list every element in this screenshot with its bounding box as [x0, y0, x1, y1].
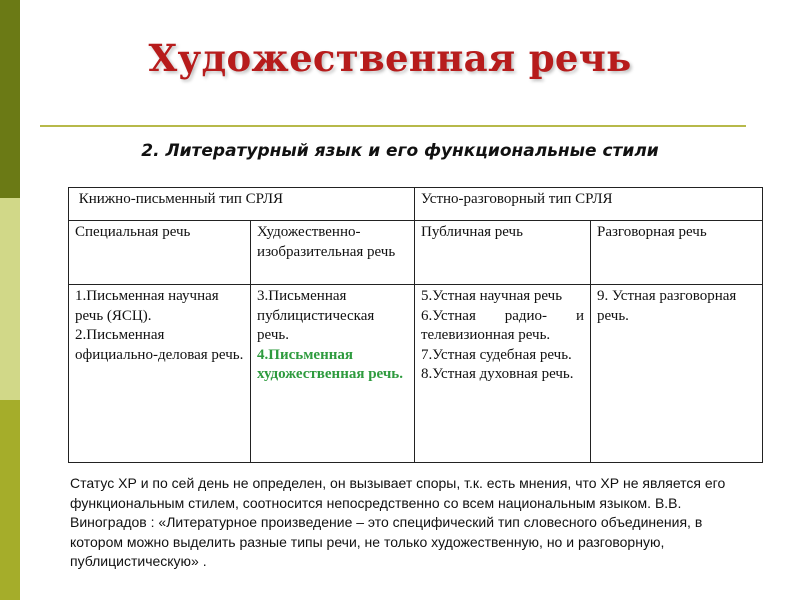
header-colloquial-speech: Разговорная речь: [590, 221, 762, 285]
header-artistic-speech: Художественно-изобразительная речь: [251, 221, 415, 285]
list-item: 2.Письменная официально-деловая речь.: [75, 327, 244, 363]
cell-artistic-items: [251, 285, 415, 463]
decorative-side-bar: [0, 0, 20, 600]
list-item: 8.Устная духовная речь.: [420, 366, 574, 382]
side-bar-segment-dark: [0, 0, 20, 198]
cell-public-items: [414, 285, 590, 463]
type-oral-colloquial: Устно-разговорный тип СРЛЯ: [414, 188, 762, 221]
functional-styles-table: [68, 187, 763, 463]
title-divider: [40, 125, 746, 127]
status-note: Статус ХР и по сей день не определен, он вызывает споры, т.к. есть мнения, что ХР не является его функциональным стилем, соотносится непосредственно со всем национальным языком. В.В. Виноградов : «Литературное произведение – это специфический тип словесного объединения, в котором можно выделить разные типы речи, не только художественную, но и разговорную, публицистическую» .: [70, 475, 726, 570]
table-row-items: [69, 285, 763, 463]
header-special-speech: Специальная речь: [69, 221, 251, 285]
slide-subtitle: 2. Литературный язык и его функциональные стили: [141, 141, 659, 161]
list-item: 5.Устная научная речь: [420, 288, 563, 304]
cell-colloquial-items: [590, 285, 762, 463]
table-row-types: [69, 188, 763, 221]
table-row-headers: [69, 221, 763, 285]
list-item: 7.Устная судебная речь.: [420, 346, 572, 363]
header-public-speech: Публичная речь: [414, 221, 590, 285]
list-item: 3.Письменная публицистическая речь.: [257, 288, 375, 343]
list-item: 6.Устная радио- и телевизионная речь.: [420, 307, 584, 343]
list-item: 1.Письменная научная речь (ЯСЦ).: [75, 288, 219, 324]
side-bar-segment-mid: [0, 400, 20, 600]
slide-title: Художественная речь: [148, 36, 632, 80]
type-bookish-written: Книжно-письменный тип СРЛЯ: [69, 188, 415, 221]
list-item-highlighted: 4.Письменная художественная речь.: [257, 346, 403, 382]
side-bar-segment-light: [0, 198, 20, 400]
list-item: 9. Устная разговорная речь.: [596, 288, 737, 324]
cell-special-items: [69, 285, 251, 463]
